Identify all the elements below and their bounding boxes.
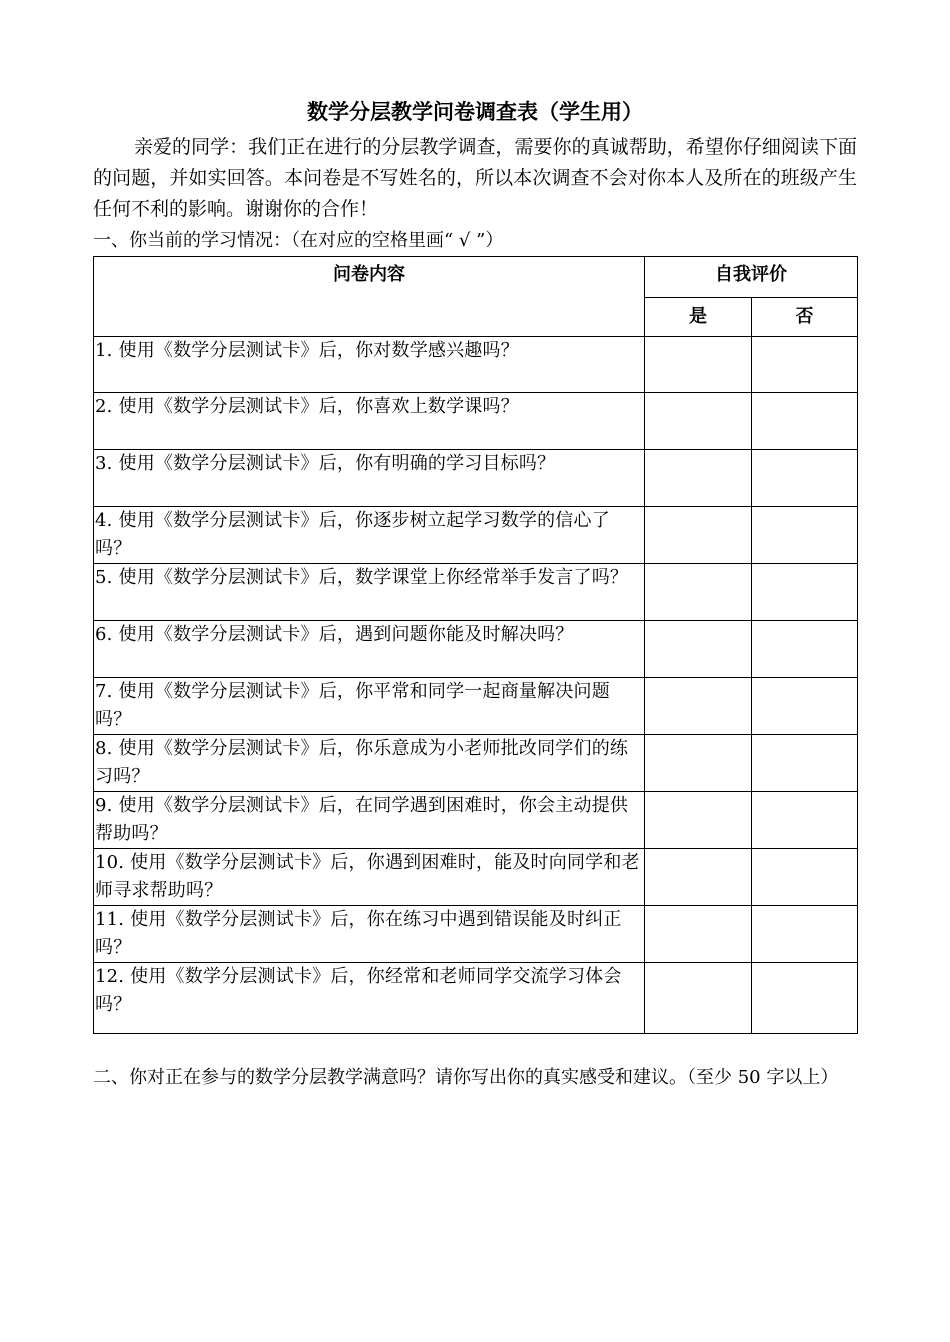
header-yes: 是 <box>645 298 752 337</box>
question-text: 6. 使用《数学分层测试卡》后，遇到问题你能及时解决吗？ <box>94 621 645 678</box>
header-self-evaluation: 自我评价 <box>645 257 858 298</box>
answer-no-cell[interactable] <box>752 450 858 507</box>
question-text: 5. 使用《数学分层测试卡》后，数学课堂上你经常举手发言了吗？ <box>94 564 645 621</box>
answer-no-cell[interactable] <box>752 507 858 564</box>
survey-page <box>93 96 857 1094</box>
section-2-prompt: 二、你对正在参与的数学分层教学满意吗？请你写出你的真实感受和建议。（至少 50 字以上） <box>93 1067 839 1088</box>
page-title: 数学分层教学问卷调查表（学生用） <box>307 99 643 124</box>
answer-yes-cell[interactable] <box>645 393 752 450</box>
answer-yes-cell[interactable] <box>645 963 752 1034</box>
answer-yes-cell[interactable] <box>645 564 752 621</box>
answer-no-cell[interactable] <box>752 393 858 450</box>
answer-no-cell[interactable] <box>752 564 858 621</box>
question-row <box>94 564 858 621</box>
answer-no-cell[interactable] <box>752 735 858 792</box>
question-row <box>94 337 858 393</box>
question-row <box>94 963 858 1034</box>
section-1-heading: 一、你当前的学习情况：（在对应的空格里画“ √ ”） <box>93 230 504 251</box>
question-text: 12. 使用《数学分层测试卡》后，你经常和老师同学交流学习体会吗？ <box>94 963 645 1034</box>
question-text: 10. 使用《数学分层测试卡》后，你遇到困难时，能及时向同学和老师寻求帮助吗？ <box>94 849 645 906</box>
header-no: 否 <box>752 298 858 337</box>
question-row <box>94 792 858 849</box>
answer-yes-cell[interactable] <box>645 450 752 507</box>
answer-no-cell[interactable] <box>752 849 858 906</box>
question-text: 8. 使用《数学分层测试卡》后，你乐意成为小老师批改同学们的练习吗？ <box>94 735 645 792</box>
header-question-content: 问卷内容 <box>94 257 645 337</box>
answer-yes-cell[interactable] <box>645 792 752 849</box>
answer-yes-cell[interactable] <box>645 621 752 678</box>
intro-paragraph: 亲爱的同学：我们正在进行的分层教学调查，需要你的真诚帮助，希望你仔细阅读下面的问题，并如实回答。本问卷是不写姓名的，所以本次调查不会对你本人及所在的班级产生任何不利的影响。谢谢你的合作！ <box>93 136 857 220</box>
answer-yes-cell[interactable] <box>645 507 752 564</box>
answer-yes-cell[interactable] <box>645 906 752 963</box>
answer-no-cell[interactable] <box>752 337 858 393</box>
question-text: 1. 使用《数学分层测试卡》后，你对数学感兴趣吗？ <box>94 337 645 393</box>
question-text: 7. 使用《数学分层测试卡》后，你平常和同学一起商量解决问题吗？ <box>94 678 645 735</box>
answer-yes-cell[interactable] <box>645 678 752 735</box>
answer-no-cell[interactable] <box>752 792 858 849</box>
question-text: 9. 使用《数学分层测试卡》后，在同学遇到困难时，你会主动提供帮助吗？ <box>94 792 645 849</box>
question-row <box>94 621 858 678</box>
question-row <box>94 450 858 507</box>
question-text: 2. 使用《数学分层测试卡》后，你喜欢上数学课吗？ <box>94 393 645 450</box>
answer-no-cell[interactable] <box>752 621 858 678</box>
answer-no-cell[interactable] <box>752 963 858 1034</box>
survey-table <box>93 256 858 1034</box>
question-text: 4. 使用《数学分层测试卡》后，你逐步树立起学习数学的信心了吗？ <box>94 507 645 564</box>
question-text: 11. 使用《数学分层测试卡》后，你在练习中遇到错误能及时纠正吗？ <box>94 906 645 963</box>
question-row <box>94 735 858 792</box>
answer-yes-cell[interactable] <box>645 849 752 906</box>
answer-yes-cell[interactable] <box>645 337 752 393</box>
question-row <box>94 678 858 735</box>
answer-no-cell[interactable] <box>752 906 858 963</box>
answer-yes-cell[interactable] <box>645 735 752 792</box>
question-row <box>94 849 858 906</box>
question-row <box>94 507 858 564</box>
answer-no-cell[interactable] <box>752 678 858 735</box>
question-row <box>94 906 858 963</box>
question-text: 3. 使用《数学分层测试卡》后，你有明确的学习目标吗？ <box>94 450 645 507</box>
question-row <box>94 393 858 450</box>
